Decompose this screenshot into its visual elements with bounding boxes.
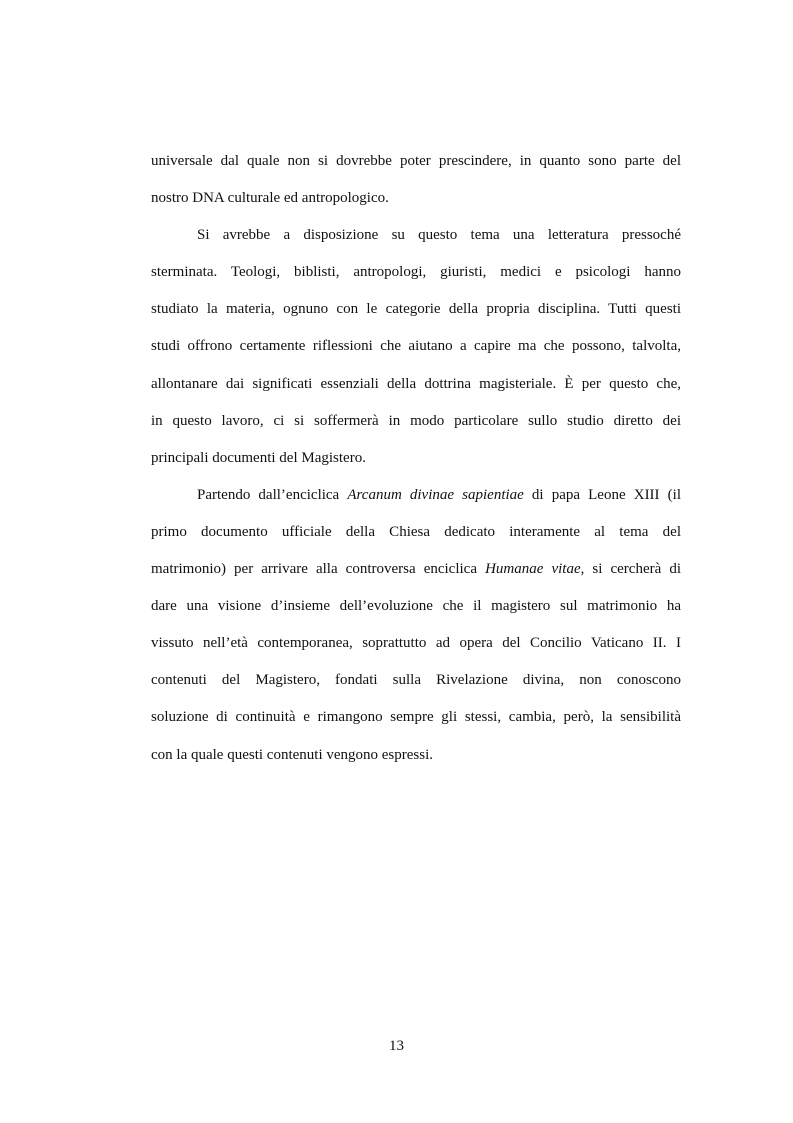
- encyclical-title-arcanum: Arcanum divinae sapientiae: [347, 486, 524, 503]
- text-line: sterminata. Teologi, biblisti, antropologi, giuristi, medici e psicologi hanno: [151, 264, 681, 281]
- page-number: 13: [389, 1038, 404, 1054]
- text-line: soluzione di continuità e rimangono sempre gli stessi, cambia, però, la sensibilità: [151, 709, 681, 726]
- text-line: studi offrono certamente riflessioni che aiutano a capire ma che possono, talvolta,: [151, 338, 681, 355]
- text-segment: matrimonio) per arrivare alla controversa enciclica: [151, 561, 486, 578]
- text-line: dare una visione d’insieme dell’evoluzione che il magistero sul matrimonio ha: [151, 598, 681, 615]
- text-segment: , si cercherà di: [580, 561, 681, 578]
- text-line: primo documento ufficiale della Chiesa dedicato interamente al tema del: [151, 523, 681, 540]
- text-line: [151, 477, 681, 514]
- text-segment: di papa Leone XIII (il: [523, 486, 681, 503]
- text-line: [151, 551, 681, 588]
- text-line: studiato la materia, ognuno con le categorie della propria disciplina. Tutti questi: [151, 301, 681, 318]
- text-line: contenuti del Magistero, fondati sulla Rivelazione divina, non conoscono: [151, 672, 681, 689]
- text-line: universale dal quale non si dovrebbe poter prescindere, in quanto sono parte del: [151, 153, 681, 169]
- text-line: con la quale questi contenuti vengono espressi.: [151, 746, 434, 763]
- text-line: vissuto nell’età contemporanea, soprattutto ad opera del Concilio Vaticano II. I: [151, 635, 681, 652]
- text-line: in questo lavoro, ci si soffermerà in modo particolare sullo studio diretto dei: [151, 412, 681, 429]
- text-line: principali documenti del Magistero.: [151, 449, 366, 466]
- text-line: nostro DNA culturale ed antropologico.: [151, 190, 389, 207]
- text-segment: Partendo dall’enciclica: [197, 486, 348, 503]
- text-line: allontanare dai significati essenziali della dottrina magisteriale. È per questo che,: [151, 375, 681, 392]
- body-text: [151, 143, 681, 774]
- text-line: Si avrebbe a disposizione su questo tema una letteratura pressoché: [197, 227, 681, 244]
- encyclical-title-humanae-vitae: Humanae vitae: [485, 561, 581, 578]
